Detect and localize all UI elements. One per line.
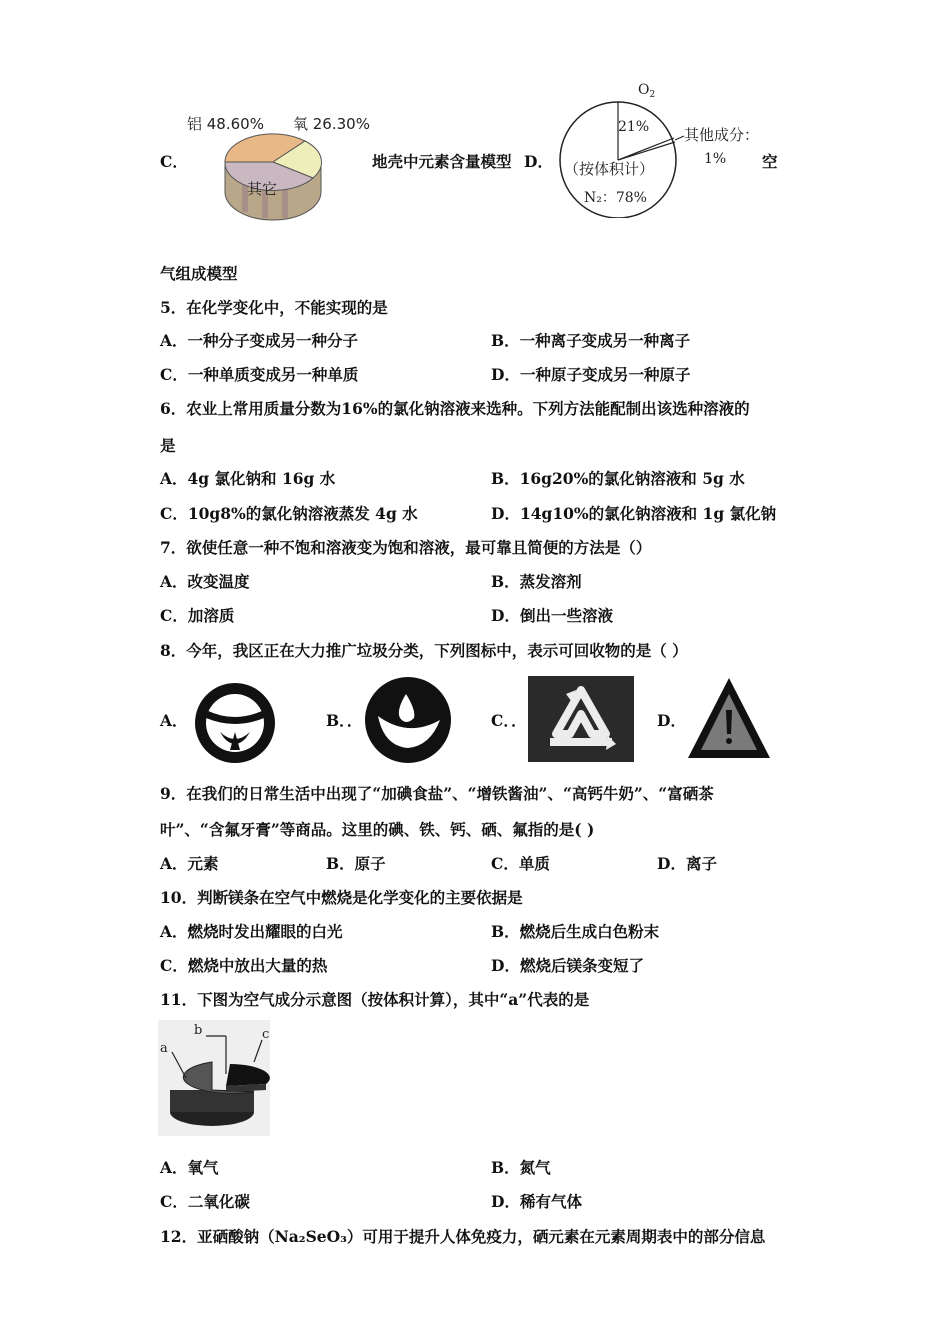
q9-option-b: B．原子: [326, 854, 386, 873]
green-food-icon: [190, 680, 280, 766]
q11-option-c: C．二氧化碳: [160, 1192, 250, 1211]
q5-option-d: D．一种原子变成另一种原子: [491, 365, 691, 384]
q6-option-b: B．16g20%的氯化钠溶液和 5g 水: [491, 469, 745, 488]
q4-option-c-caption: 地壳中元素含量模型: [372, 152, 512, 171]
q11-option-a: A．氧气: [160, 1158, 219, 1177]
label-a: a: [160, 1041, 168, 1056]
label-b: b: [194, 1023, 203, 1038]
air-composition-pie-chart: [556, 78, 766, 218]
crust-element-pie-chart: [185, 112, 375, 224]
q6-option-d: D．14g10%的氯化钠溶液和 1g 氯化钠: [491, 504, 777, 523]
q7-option-d: D．倒出一些溶液: [491, 606, 613, 625]
o2-label: $O_2$: [638, 82, 656, 100]
q7-option-c: C．加溶质: [160, 606, 235, 625]
q6-option-a: A．4g 氯化钠和 16g 水: [160, 469, 336, 488]
q12-stem: 12．亚硒酸钠（Na₂SeO₃）可用于提升人体免疫力，硒元素在元素周期表中的部分信息: [160, 1227, 766, 1246]
q4-option-d-caption-part2: 气组成模型: [160, 264, 238, 283]
label-aluminum: 铝 48.60%: [187, 115, 264, 133]
q9-stem-line2: 叶”、“含氟牙膏”等商品。这里的碘、铁、钙、硒、氟指的是( ): [160, 820, 595, 839]
q11-stem: 11．下图为空气成分示意图（按体积计算），其中“a”代表的是: [160, 990, 590, 1009]
hazard-warning-icon: [684, 674, 774, 764]
label-other: 其它: [247, 180, 278, 198]
q8-option-c-label: C．．: [491, 711, 527, 730]
q8-option-b-label: B．．: [326, 711, 363, 730]
q8-option-a-label: A．: [160, 711, 188, 730]
q10-option-c: C．燃烧中放出大量的热: [160, 956, 328, 975]
label-c: c: [262, 1027, 270, 1042]
q9-option-c: C．单质: [491, 854, 550, 873]
q5-option-c: C．一种单质变成另一种单质: [160, 365, 359, 384]
q10-option-d: D．燃烧后镁条变短了: [491, 956, 644, 975]
water-saving-icon: [360, 676, 456, 764]
q5-option-a: A．一种分子变成另一种分子: [160, 331, 359, 350]
q10-stem: 10．判断镁条在空气中燃烧是化学变化的主要依据是: [160, 888, 523, 907]
recycling-icon: [528, 676, 634, 762]
q6-stem-line1: 6．农业上常用质量分数为16%的氯化钠溶液来选种。下列方法能配制出该选种溶液的: [160, 399, 750, 418]
q8-stem: 8．今年，我区正在大力推广垃圾分类，下列图标中，表示可回收物的是（ ）: [160, 641, 688, 660]
q7-option-a: A．改变温度: [160, 572, 250, 591]
q7-option-b: B．蒸发溶剂: [491, 572, 582, 591]
o2-percent: 21%: [618, 119, 650, 135]
q11-option-b: B．氮气: [491, 1158, 551, 1177]
q5-stem: 5．在化学变化中，不能实现的是: [160, 298, 388, 317]
label-oxygen: 氧 26.30%: [293, 115, 370, 133]
q7-stem: 7．欲使任意一种不饱和溶液变为饱和溶液，最可靠且简便的方法是（）: [160, 538, 652, 557]
q6-option-c: C．10g8%的氯化钠溶液蒸发 4g 水: [160, 504, 418, 523]
volume-note: （按体积计）: [564, 160, 655, 178]
other-label: 其他成分：: [684, 126, 760, 144]
q6-stem-line2: 是: [160, 436, 176, 455]
other-percent: 1%: [704, 151, 727, 167]
air-composition-diagram: [158, 1020, 270, 1136]
q9-option-d: D．离子: [657, 854, 717, 873]
n2-label: N₂：78%: [584, 190, 647, 206]
q8-option-d-label: D．: [657, 711, 686, 730]
q10-option-b: B．燃烧后生成白色粉末: [491, 922, 660, 941]
q9-stem-line1: 9．在我们的日常生活中出现了“加碘食盐”、“增铁酱油”、“高钙牛奶”、“富硒茶: [160, 784, 714, 803]
q4-option-d-caption-part1: 空: [762, 152, 778, 171]
q10-option-a: A．燃烧时发出耀眼的白光: [160, 922, 343, 941]
q9-option-a: A．元素: [160, 854, 219, 873]
q5-option-b: B．一种离子变成另一种离子: [491, 331, 691, 350]
q11-option-d: D．稀有气体: [491, 1192, 582, 1211]
q4-option-c-label: C．: [160, 152, 188, 171]
q4-option-d-label: D．: [524, 152, 553, 171]
